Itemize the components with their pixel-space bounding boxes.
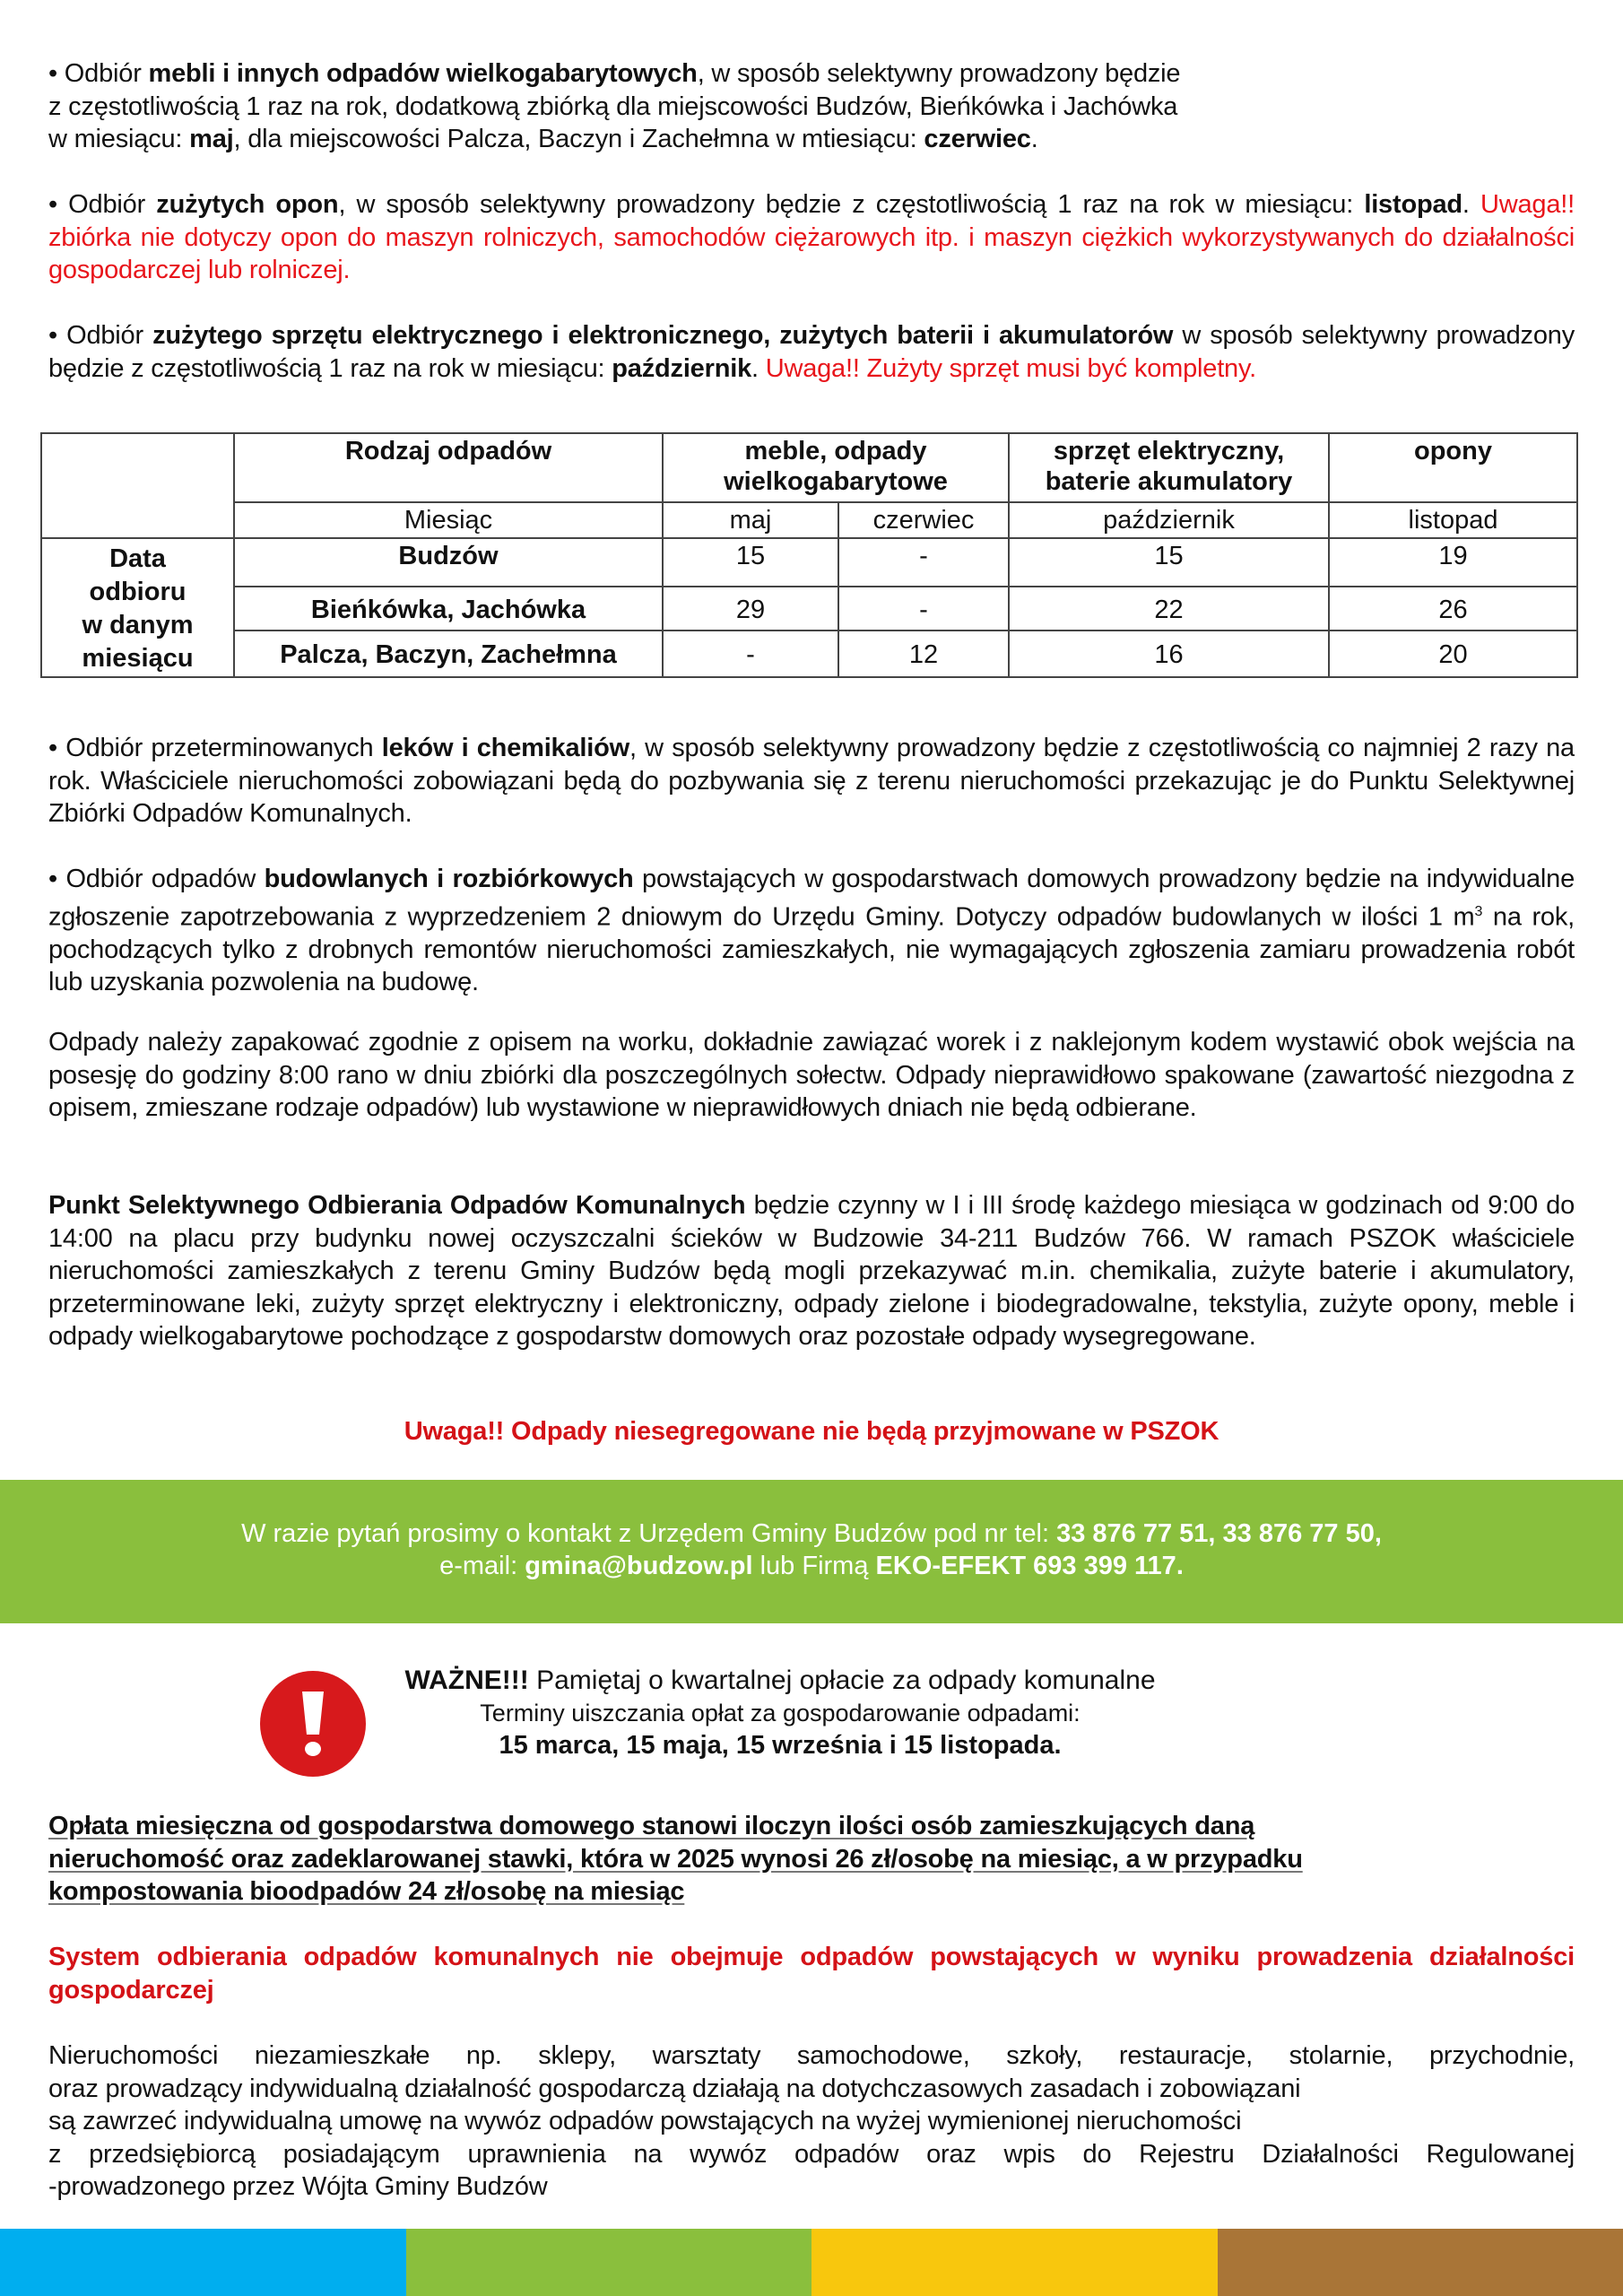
exclamation-glyph	[295, 1688, 331, 1760]
text: z przedsiębiorcą posiadającym uprawnienia na wywóz odpadów oraz wpis do Rejestru Działalności Regulowanej	[48, 2139, 1575, 2169]
text: kompostowania bioodpadów 24 zł/osobę na miesiąc	[48, 1877, 685, 1906]
footer-bar-yellow	[812, 2229, 1218, 2296]
pszok-paragraph	[48, 1189, 1575, 1353]
header-bulky	[663, 433, 1009, 502]
packing-instructions-paragraph: Odpady należy zapakować zgodnie z opisem na worku, dokładnie zawiązać worek i z naklejonym kodem wystawić obok wejścia na posesję do godziny 8:00 rano w dniu zbiórki dla poszczególnych sołectw. Odpady nieprawidłowo spakowane (zawartość niezgodna z opisem, zmieszane rodzaje odpadów) lub wystawione w nieprawidłowych dniach nie będą odbierane.	[48, 1028, 1575, 1122]
month-label: październik	[612, 353, 751, 383]
table-row	[41, 631, 1577, 677]
warning-text: Uwaga!! zbiórka nie dotyczy opon do maszyn rolniczych, samochodów ciężarowych itp. i maszyn ciężkich wykorzystywanych do działalności gospodarczej lub rolniczej.	[48, 190, 1575, 284]
phone-numbers[interactable]: 33 876 77 51, 33 876 77 50,	[1056, 1519, 1382, 1548]
header-tyres	[1329, 433, 1577, 502]
bullet: •	[48, 59, 57, 88]
header-line: meble, odpady	[744, 437, 927, 465]
bullet: •	[48, 734, 57, 762]
text: .	[751, 353, 766, 383]
text: .	[1176, 1552, 1184, 1580]
important-text	[377, 1664, 1184, 1762]
contact-line-1	[0, 1518, 1623, 1550]
table-row	[41, 538, 1577, 587]
collection-schedule-table	[40, 432, 1578, 678]
bold-waste-type: zużytych opon	[156, 190, 339, 219]
label-line: Data	[109, 544, 166, 573]
text: W razie pytań prosimy o kontakt z Urzędem Gminy Budzów pod nr tel:	[241, 1519, 1057, 1548]
contact-band	[0, 1480, 1623, 1623]
bullet: •	[48, 321, 57, 350]
text: Nieruchomości niezamieszkałe np. sklepy, warsztaty samochodowe, szkoły, restauracje, stolarnie, przychodnie,	[48, 2041, 1575, 2070]
text: .	[1030, 125, 1038, 153]
value-cell: 15	[1009, 538, 1329, 587]
footer-color-bars	[0, 2229, 1623, 2296]
label-line: miesiącu	[82, 643, 194, 673]
value-cell: 16	[1009, 631, 1329, 677]
value-cell: 26	[1329, 587, 1577, 631]
month-cell: maj	[663, 502, 838, 538]
footer-bar-blue	[0, 2229, 406, 2296]
non-residential-paragraph	[48, 2039, 1575, 2204]
place-cell: Budzów	[234, 538, 663, 587]
footer-bar-brown	[1218, 2229, 1623, 2296]
text: są zawrzeć indywidualną umowę na wywóz odpadów powstających na wyżej wymienionej nieruchomości	[48, 2107, 1242, 2135]
text: powstających w gospodarstwach domowych prowadzony będzie na indywidualne zgłoszenie zapotrzebowania z wyprzedzeniem 2 dniowym do Urzędu Gminy. Dotyczy odpadów budowlanych w ilości 1 m	[48, 865, 1575, 932]
footer-bar-green	[406, 2229, 812, 2296]
value-cell: 15	[663, 538, 838, 587]
text: , w sposób selektywny prowadzony będzie z częstotliwością co najmniej 2 razy na rok. Właściciele nieruchomości zobowiązani będą do pozbywania się z terenu nieruchomości przekazując je do Punktu Selektywnej Zbiórki Odpadów Komunalnych.	[48, 734, 1575, 828]
text: Odbiór	[56, 190, 157, 219]
header-waste-type: Rodzaj odpadów	[234, 433, 663, 502]
header-electronics	[1009, 433, 1329, 502]
label-line: w danym	[82, 610, 194, 639]
header-line: sprzęt elektryczny,	[1053, 437, 1285, 465]
header-line: wielkogabarytowe	[724, 467, 948, 496]
empty-corner-cell	[41, 433, 234, 538]
label-line: odbioru	[89, 577, 187, 606]
important-line-1	[377, 1664, 1184, 1698]
pszok-warning: Uwaga!! Odpady niesegregowane nie będą przyjmowane w PSZOK	[404, 1417, 1219, 1446]
text: w miesiącu:	[48, 125, 190, 153]
header-line: opony	[1414, 437, 1492, 465]
important-label: WAŻNE!!!	[404, 1665, 529, 1695]
value-cell: 20	[1329, 631, 1577, 677]
text: Odbiór odpadów	[56, 865, 265, 893]
text: nieruchomość oraz zadeklarowanej stawki, która w 2025 wynosi 26 zł/osobę na miesiąc, a w przypadku	[48, 1844, 1303, 1874]
text: lub Firmą	[752, 1552, 876, 1580]
pszok-title: Punkt Selektywnego Odbierania Odpadów Komunalnych	[48, 1191, 746, 1220]
value-cell: 19	[1329, 538, 1577, 587]
text: , w sposób selektywny prowadzony będzie z częstotliwością 1 raz na rok w miesiącu:	[338, 190, 1365, 219]
text: na rok, pochodzących tylko z drobnych remontów nieruchomości zamieszkałych, nie wymagających zgłoszenia zamiaru prowadzenia robót lub uzyskania pozwolenia na budowę.	[48, 902, 1575, 997]
exclamation-warning-icon	[260, 1671, 366, 1777]
text: Odbiór przeterminowanych	[56, 734, 382, 762]
warning-text: Uwaga!! Zużyty sprzęt musi być kompletny.	[765, 353, 1256, 383]
bulky-waste-paragraph	[48, 57, 1575, 156]
text: e-mail:	[439, 1552, 525, 1580]
bold-waste-type: budowlanych i rozbiórkowych	[264, 865, 634, 893]
bold-waste-type: leków i chemikaliów	[381, 734, 630, 762]
text: .	[1462, 190, 1481, 219]
value-cell: 29	[663, 587, 838, 631]
month-cell: listopad	[1329, 502, 1577, 538]
text: Opłata miesięczna od gospodarstwa domowego stanowi iloczyn ilości osób zamieszkujących daną	[48, 1812, 1255, 1840]
bullet: •	[48, 865, 57, 893]
row-group-label	[41, 538, 234, 677]
value-cell: 12	[838, 631, 1009, 677]
place-cell: Palcza, Baczyn, Zachełmna	[234, 631, 663, 677]
text: -prowadzonego przez Wójta Gminy Budzów	[48, 2172, 548, 2201]
place-cell: Bieńkówka, Jachówka	[234, 587, 663, 631]
bold-waste-type: mebli i innych odpadów wielkogabarytowych	[148, 59, 698, 88]
month-label: listopad	[1364, 190, 1462, 219]
text: Odbiór	[56, 321, 153, 350]
email-link[interactable]: gmina@budzow.pl	[525, 1552, 753, 1580]
construction-paragraph	[48, 863, 1575, 999]
important-payment-notice	[260, 1664, 1309, 1780]
value-cell: -	[663, 631, 838, 677]
superscript: 3	[1474, 903, 1483, 919]
table-header-row	[41, 433, 1577, 502]
text: , w sposób selektywny prowadzony będzie	[697, 59, 1181, 88]
tyres-paragraph	[48, 188, 1575, 287]
business-waste-note: System odbierania odpadów komunalnych nie obejmuje odpadów powstających w wyniku prowadzenia działalności gospodarczej	[48, 1943, 1575, 2005]
value-cell: -	[838, 538, 1009, 587]
month-label: czerwiec	[924, 125, 1031, 153]
bold-waste-type: zużytego sprzętu elektrycznego i elektronicznego, zużytych baterii i akumulatorów	[152, 321, 1174, 350]
bullet: •	[48, 190, 57, 219]
value-cell: 22	[1009, 587, 1329, 631]
table-row	[41, 587, 1577, 631]
header-line: baterie akumulatory	[1045, 467, 1293, 496]
month-label: maj	[189, 125, 234, 153]
text: będzie czynny w I i III środę każdego miesiąca w godzinach od 9:00 do 14:00 na placu przy budynku nowej oczyszczalni ścieków w Budzowie 34-211 Budzów 766. W ramach PSZOK właściciele nieruchomości zamieszkałych z terenu Gminy Budzów będą mogli przekazywać m.in. chemikalia, zużyte baterie i akumulatory, przeterminowane leki, zużyty sprzęt elektryczny i elektroniczny, odpady zielone i biodegradowalne, tekstylia, zużyte opony, meble i odpady wielkogabarytowe pochodzące z gospodarstw domowych oraz pozostałe odpady wysegregowane.	[48, 1191, 1575, 1351]
month-cell: październik	[1009, 502, 1329, 538]
month-cell: czerwiec	[838, 502, 1009, 538]
contact-line-2	[0, 1550, 1623, 1582]
text: z częstotliwością 1 raz na rok, dodatkową zbiórką dla miejscowości Budzów, Bieńkówka i Jachówka	[48, 91, 1178, 121]
electronics-paragraph	[48, 319, 1575, 385]
text: Odbiór	[56, 59, 149, 88]
company-contact: EKO-EFEKT 693 399 117	[875, 1552, 1176, 1580]
monthly-fee-paragraph	[48, 1810, 1575, 1909]
value-cell: -	[838, 587, 1009, 631]
medicines-paragraph	[48, 732, 1575, 831]
table-month-row	[41, 502, 1577, 538]
text: w sposób selektywny prowadzony będzie z częstotliwością 1 raz na rok w miesiącu:	[48, 321, 1575, 383]
text: , dla miejscowości Palcza, Baczyn i Zachełmna w mtiesiącu:	[233, 125, 924, 153]
text: Pamiętaj o kwartalnej opłacie za odpady komunalne	[528, 1665, 1156, 1695]
text: oraz prowadzący indywidualną działalność gospodarczą działają na dotychczasowych zasadach i zobowiązani	[48, 2074, 1301, 2103]
important-line-2: Terminy uiszczania opłat za gospodarowanie odpadami:	[480, 1700, 1081, 1726]
payment-dates: 15 marca, 15 maja, 15 września i 15 listopada.	[499, 1731, 1062, 1760]
header-month: Miesiąc	[234, 502, 663, 538]
